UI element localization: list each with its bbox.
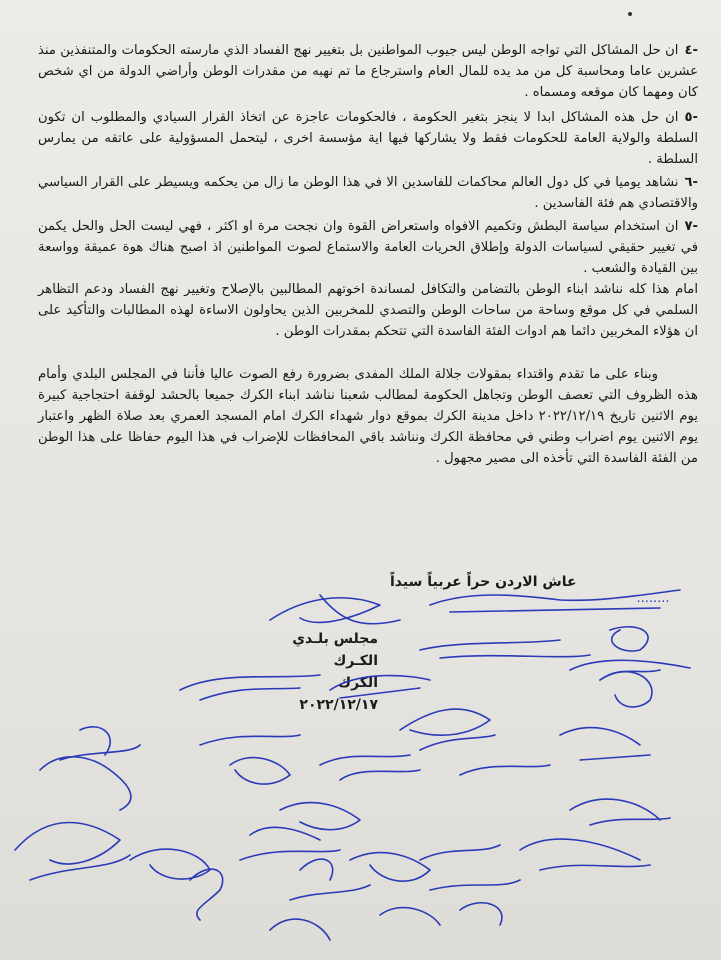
signature: [290, 859, 370, 900]
solidarity-paragraph: امام هذا كله نناشد ابناء الوطن بالتضامن والتكافل لمساندة اخوتهم المطالبين بالإصلاح وتغيير نهج الفساد ودعم التظاهر السلمي في كل موقع وساحة من ساحات الوطن والتصدي للمخربين الذين يحاولون الاساءة لهذه المطالبات والتأكيد على ان هؤلاء المخربين دائما هم ادوات الفئة الفاسدة التي تتحكم بمقدرات الوطن .: [38, 282, 698, 339]
signature: [380, 908, 440, 925]
signature: [520, 839, 650, 870]
signature: [180, 675, 320, 700]
ink-dot: [628, 12, 632, 16]
signature: [130, 849, 210, 879]
place: الكرك: [338, 675, 378, 691]
signature: [570, 799, 670, 825]
item-text: ان حل المشاكل التي تواجه الوطن ليس جيوب المواطنين بل بتغيير نهج الفساد الذي مارسته الحكومات والمتنفذين منذ عشرين عاما ومحاسبة كل من مد يده للمال العام واسترجاع ما تم نهبه من مقدرات الوطن وأراضي الدولة من اي شخص كان ومهما كان موقعه ومسماه .: [38, 43, 698, 100]
signature: [270, 919, 330, 940]
svg-text:........: ........: [636, 591, 670, 606]
council-name: مجلس بلـدي الكـرك: [292, 631, 378, 669]
signature: [420, 845, 520, 890]
item-text: نشاهد يوميا في كل دول العالم محاكمات للفاسدين الا في هذا الوطن ما زال من يحكمه ويسيطر على القرار السياسي والاقتصادي هم فئة الفاسدين .: [38, 175, 698, 211]
list-item: [38, 107, 698, 170]
list-item: [38, 172, 698, 214]
signatures-area: [0, 560, 721, 960]
signature: [40, 757, 131, 810]
item-number: -٤: [684, 43, 698, 58]
signature: [610, 627, 648, 651]
call-paragraph: وبناء على ما تقدم واقتداء بمقولات جلالة الملك المفدى بضرورة رفع الصوت عاليا فأننا في المجلس البلدي وأمام هذه الظروف التي تعصف الوطن وتجاهل الحكومة لمطالب شعبنا نناشد ابناء الكرك جميعا بالحشد لوقفة احتجاجية كبيرة يوم الاثنين تاريخ ٢٠٢٢/١٢/١٩ داخل مدينة الكرك بموقع دوار شهداء الكرك امام المسجد العمري بعد صلاة الظهر واعتبار يوم الاثنين يوم اضراب وطني في محافظة الكرك ونناشد باقي المحافظات للإضراب في هذا اليوم حفاظا على هذا الوطن من الفئة الفاسدة التي تأخذه الى مصير مجهول .: [38, 367, 698, 466]
signature: [460, 903, 502, 925]
signature: [280, 803, 360, 830]
signature: [15, 823, 130, 881]
list-item: [38, 40, 698, 103]
item-text: ان حل هذه المشاكل ابدا لا ينجز بتغير الحكومة ، فالحكومات عاجزة عن اتخاذ القرار السيادي والمطلوب ان تكون السلطة والولاية العامة للحكومات فقط ولا يشاركها فيها اية مؤسسة اخرى ، ليتحمل المسؤولية على عاتقه من يمارس السلطة .: [38, 110, 698, 167]
closing-slogan: عاش الاردن حراً عربياً سيداً: [390, 574, 577, 590]
date: ٢٠٢٢/١٢/١٧: [299, 697, 378, 713]
signature: [60, 727, 140, 760]
signature: [320, 755, 420, 780]
signature: [570, 660, 690, 680]
item-text: ان استخدام سياسة البطش وتكميم الافواه واستعراض القوة وان نجحت مرة او اكثر ، فهي ليست الحل والحل يكمن في تغيير حقيقي لسياسات الدولة وإطلاق الحريات العامة والاستماع لصوت المواطنين اذ اصبح هناك هوة عميقة وواسعة بين القيادة والشعب .: [38, 219, 698, 276]
signature: [270, 595, 400, 624]
item-number: -٥: [684, 110, 698, 125]
signature: [420, 640, 590, 658]
signature: [200, 735, 300, 784]
signature: [240, 827, 340, 860]
list-item: [38, 216, 698, 279]
signature: [350, 853, 430, 882]
item-number: -٦: [684, 175, 698, 190]
signature: [600, 672, 652, 707]
statement-body: [38, 40, 698, 469]
item-number: -٧: [684, 219, 698, 234]
signature: [400, 709, 495, 750]
signature: [330, 676, 430, 698]
signature: [460, 765, 550, 775]
signature: [560, 728, 650, 760]
